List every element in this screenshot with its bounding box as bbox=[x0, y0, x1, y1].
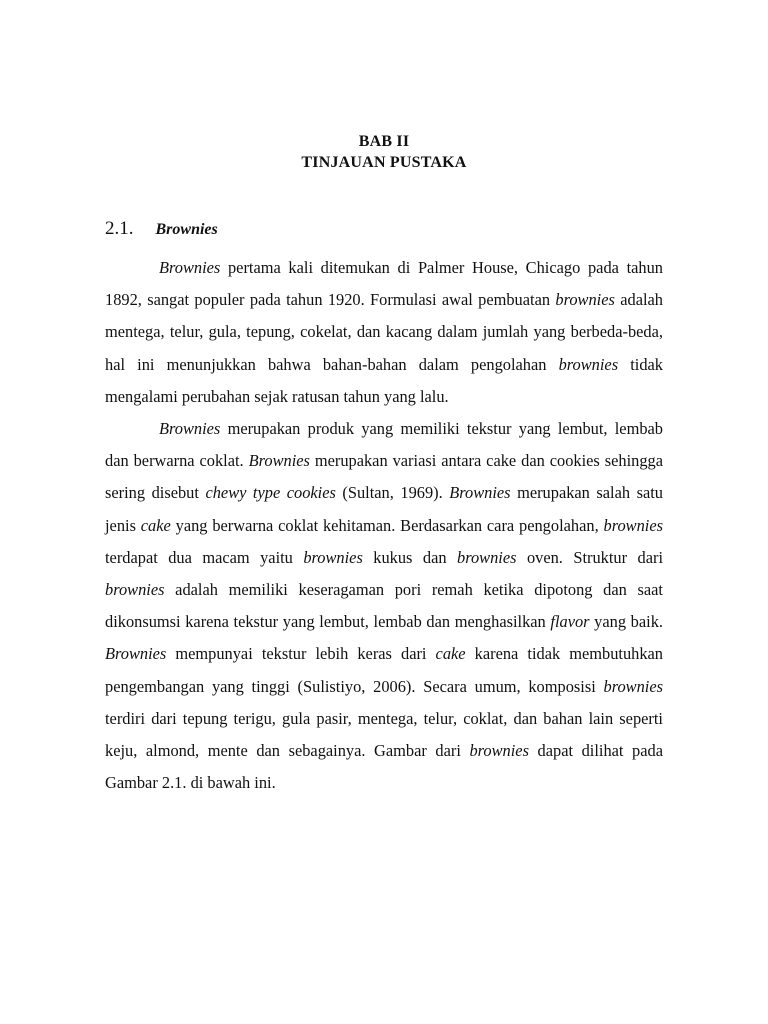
text-run: merupakan variasi antara cake dan cookies sehingga sering disebut bbox=[105, 451, 663, 503]
text-run: adalah memiliki keseragaman pori remah ketika dipotong dan saat dikonsumsi karena tekstur yang lembut, lembab dan menghasilkan bbox=[105, 580, 663, 632]
text-run: kukus dan bbox=[362, 547, 457, 567]
text-run: yang baik. bbox=[589, 612, 663, 632]
text-run: dapat dilihat pada Gambar 2.1. di bawah ini. bbox=[105, 741, 663, 793]
text-run: merupakan salah satu jenis bbox=[105, 483, 663, 535]
text-run: terdiri dari tepung terigu, gula pasir, mentega, telur, coklat, dan bahan lain seperti keju, almond, mente dan sebagainya. Gambar dari bbox=[105, 708, 663, 761]
section-title: Brownies bbox=[155, 221, 218, 238]
section-number: 2.1. bbox=[105, 218, 134, 239]
paragraph bbox=[105, 413, 663, 799]
paragraph bbox=[105, 252, 663, 413]
italic-term: chewy type cookies bbox=[205, 483, 336, 503]
italic-term: brownies bbox=[469, 741, 529, 761]
italic-term: brownies bbox=[558, 354, 619, 374]
italic-term: flavor bbox=[550, 612, 590, 632]
italic-term: Brownies bbox=[159, 419, 221, 439]
text-run: karena tidak membutuhkan pengembangan yang tinggi (Sulistiyo, 2006). Secara umum, komposisi bbox=[105, 644, 663, 696]
italic-term: Brownies bbox=[248, 451, 310, 471]
text-run: terdapat dua macam yaitu bbox=[105, 547, 304, 567]
text-run: merupakan produk yang memiliki tekstur yang lembut, lembab dan berwarna coklat. bbox=[105, 419, 663, 471]
italic-term: brownies bbox=[603, 676, 663, 696]
italic-term: Brownies bbox=[105, 644, 167, 664]
italic-term: brownies bbox=[105, 580, 165, 600]
chapter-label: BAB II bbox=[358, 133, 410, 150]
section-heading bbox=[105, 218, 218, 240]
text-run: mempunyai tekstur lebih keras dari bbox=[166, 644, 436, 664]
italic-term: cake bbox=[140, 515, 171, 535]
italic-term: cake bbox=[435, 644, 466, 664]
italic-term: brownies bbox=[457, 547, 517, 567]
body-text bbox=[105, 252, 663, 799]
italic-term: Brownies bbox=[449, 483, 511, 503]
italic-term: brownies bbox=[303, 547, 363, 567]
italic-term: brownies bbox=[603, 515, 663, 535]
italic-term: Brownies bbox=[159, 258, 221, 277]
text-run: oven. Struktur dari bbox=[516, 547, 664, 567]
text-run: pertama kali ditemukan di Palmer House, Chicago pada tahun 1892, sangat populer pada tahun 1920. Formulasi awal pembuatan bbox=[105, 258, 663, 310]
text-run: yang berwarna coklat kehitaman. Berdasarkan cara pengolahan, bbox=[170, 515, 604, 535]
chapter-title: TINJAUAN PUSTAKA bbox=[301, 154, 467, 171]
text-run: tidak mengalami perubahan sejak ratusan tahun yang lalu. bbox=[105, 354, 663, 406]
text-run: adalah mentega, telur, gula, tepung, cokelat, dan kacang dalam jumlah yang berbeda-beda, hal ini menunjukkan bahwa bahan-bahan dalam pengolahan bbox=[105, 290, 663, 374]
italic-term: brownies bbox=[555, 290, 615, 310]
text-run: (Sultan, 1969). bbox=[335, 483, 450, 503]
